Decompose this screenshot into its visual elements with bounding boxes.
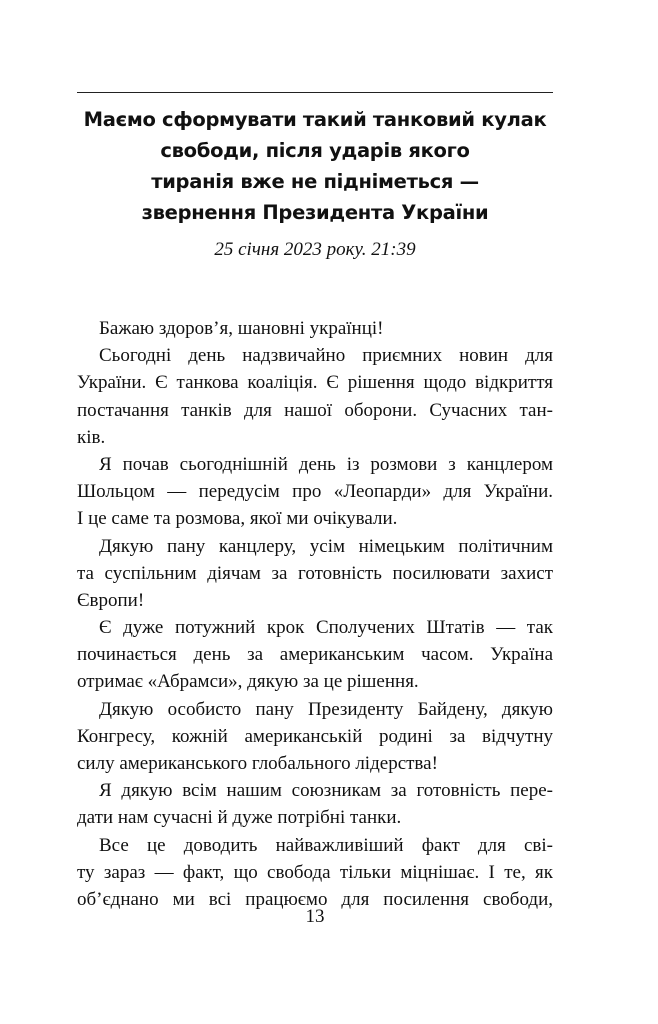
top-rule xyxy=(77,92,553,93)
text-line: І це саме та розмова, якої ми очікували. xyxy=(77,508,398,530)
text-line: Бажаю здоров’я, шановні українці! xyxy=(99,318,384,339)
text-line: ків. xyxy=(77,426,106,448)
text-line: Все це доводить найважливіший факт для сві- xyxy=(99,834,553,856)
text-line: об’єднано ми всі працюємо для посилення свободи, xyxy=(77,888,553,910)
text-line: постачання танків для нашої оборони. Сучасних тан- xyxy=(77,399,553,421)
body-text xyxy=(77,315,553,913)
speech-date: 25 січня 2023 року. 21:39 xyxy=(214,239,416,260)
text-line: Я дякую всім нашим союзникам за готовність пере- xyxy=(99,780,553,802)
text-line: Європи! xyxy=(77,589,145,611)
text-line: Є дуже потужний крок Сполучених Штатів — так xyxy=(99,617,553,639)
chapter-title xyxy=(77,104,553,228)
text-line: Сьогодні день надзвичайно приємних новин для xyxy=(99,345,553,367)
title-line-2: свободи, після ударів якого xyxy=(160,139,470,162)
title-line-3: тиранія вже не підніметься — xyxy=(151,170,479,193)
text-line: отримає «Абрамси», дякую за це рішення. xyxy=(77,671,419,693)
text-line: дати нам сучасні й дуже потрібні танки. xyxy=(77,807,402,829)
text-line: Шольцом — передусім про «Леопарди» для України. xyxy=(77,481,553,503)
text-line: Я почав сьогоднішній день із розмови з канцлером xyxy=(99,453,553,475)
text-line: починається день за американським часом. Україна xyxy=(77,644,553,666)
text-line: силу американського глобального лідерства! xyxy=(77,753,438,774)
page-number: 13 xyxy=(305,906,325,927)
text-line: Дякую пану канцлеру, усім німецьким політичним xyxy=(99,535,553,557)
text-line: Дякую особисто пану Президенту Байдену, дякую xyxy=(99,698,553,720)
title-line-1: Маємо сформувати такий танковий кулак xyxy=(83,108,547,131)
title-line-4: звернення Президента України xyxy=(141,201,489,224)
text-line: Конгресу, кожній американській родині за відчутну xyxy=(77,725,553,747)
text-line: ту зараз — факт, що свобода тільки міцнішає. І те, як xyxy=(77,861,553,883)
text-line: України. Є танкова коаліція. Є рішення щодо відкриття xyxy=(77,372,553,394)
text-line: та суспільним діячам за готовність посилювати захист xyxy=(77,562,553,584)
